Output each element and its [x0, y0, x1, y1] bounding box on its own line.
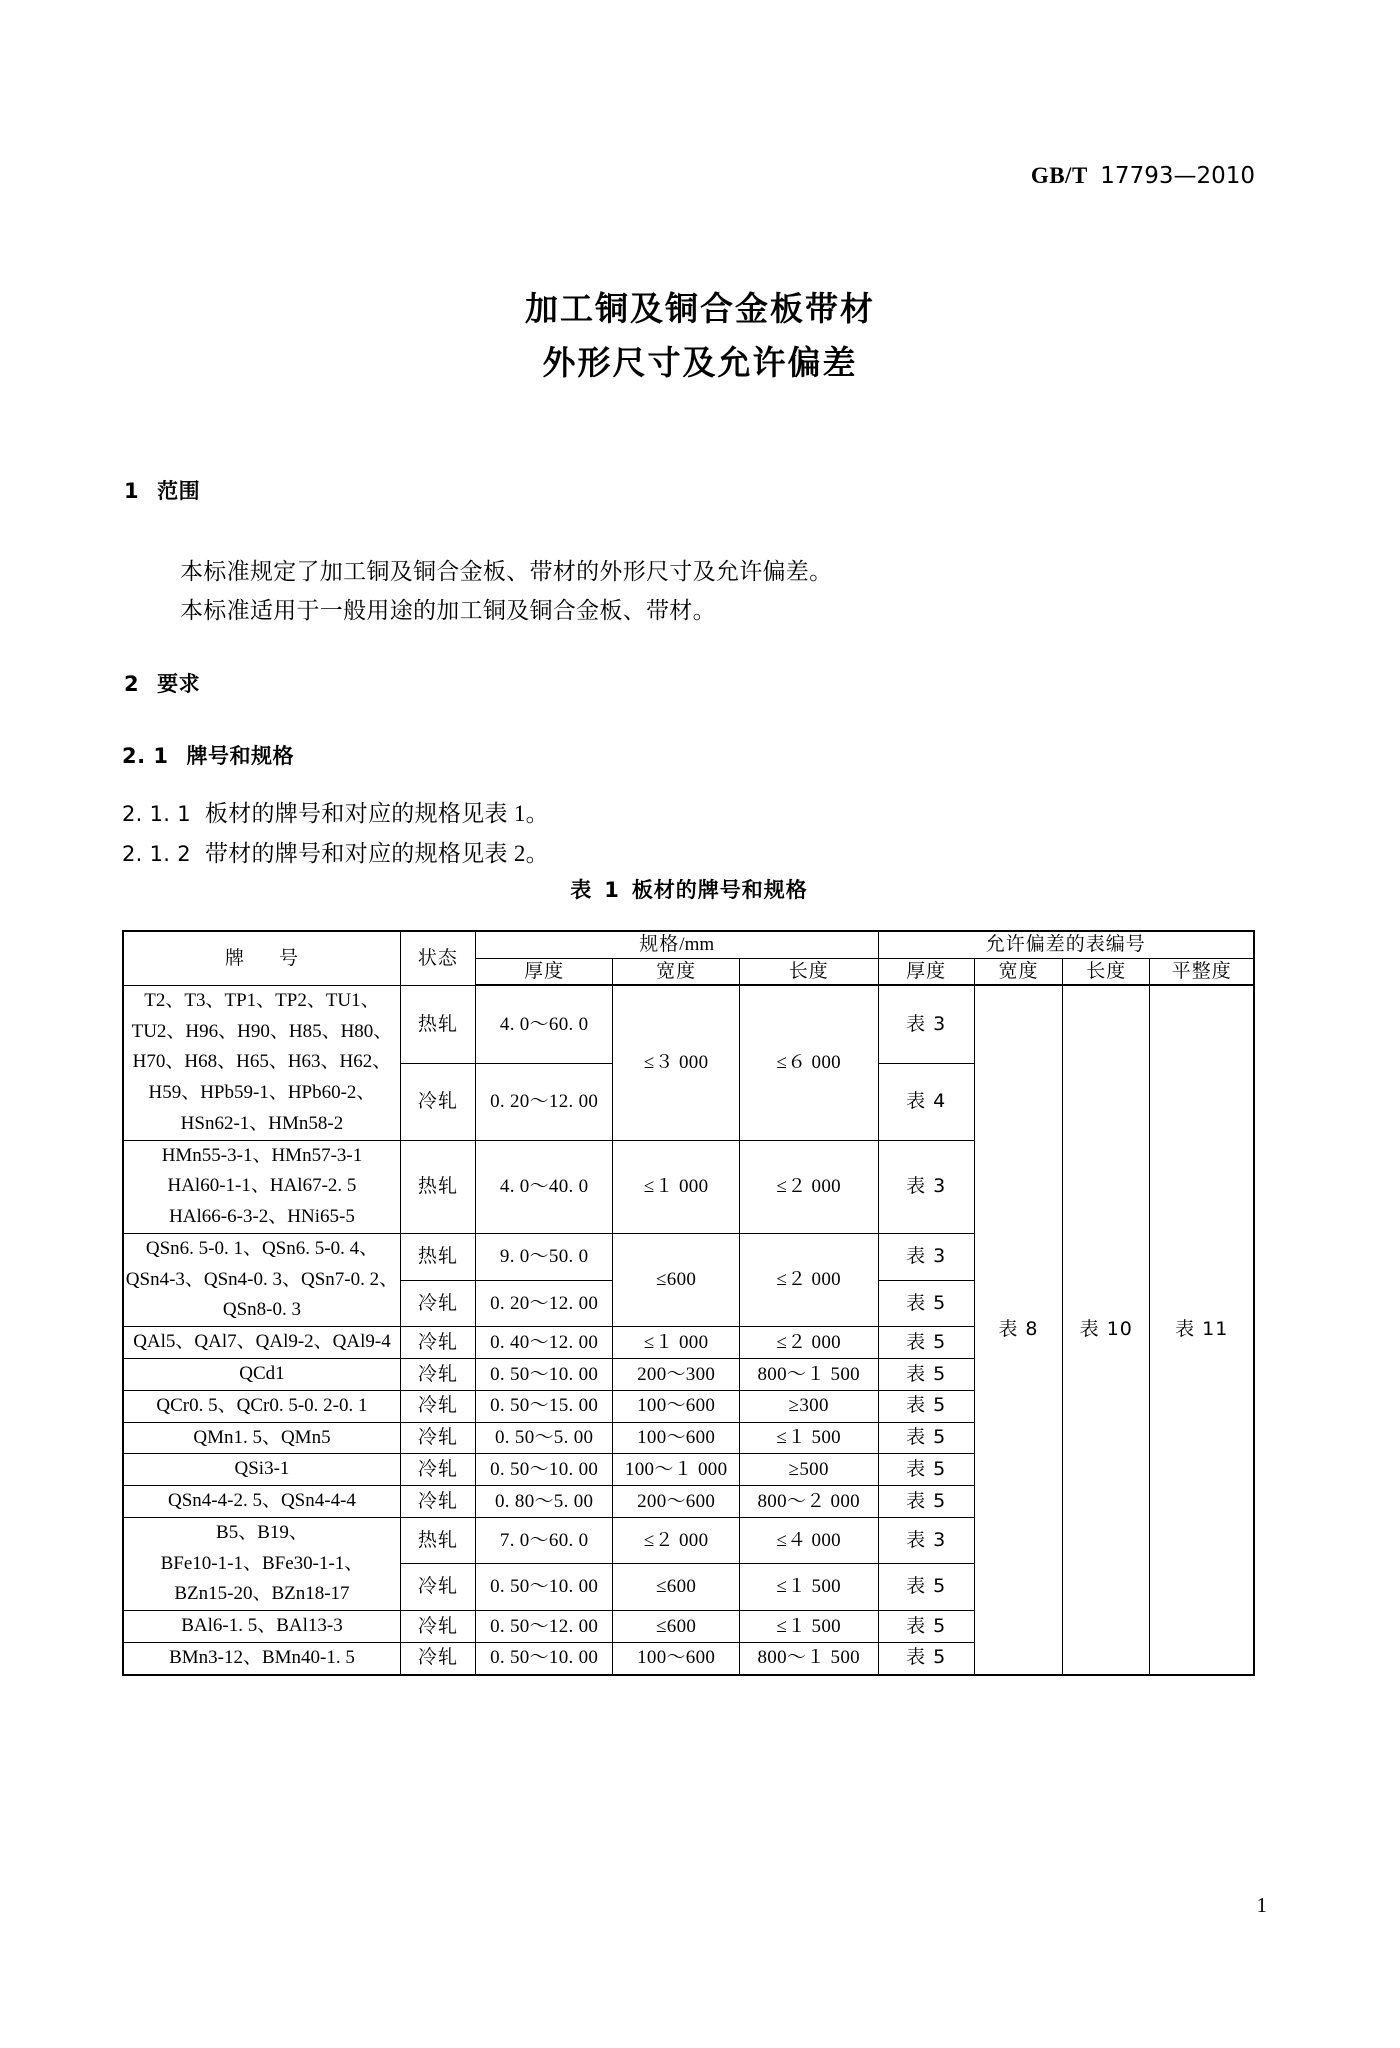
- cell-grade: [123, 1390, 400, 1422]
- th-length: 长度: [739, 958, 878, 985]
- grade-line: HMn55-3-1、HMn57-3-1: [161, 1144, 363, 1166]
- table1-caption-title: 板材的牌号和规格: [631, 878, 808, 902]
- cell-grade: [123, 1233, 400, 1326]
- table1-caption-label: 表: [570, 878, 593, 902]
- cell-tol-thickness: 表 3: [878, 1517, 974, 1564]
- cell-thickness: 0. 50～10. 00: [475, 1454, 613, 1486]
- cell-state: 冷轧: [400, 1390, 475, 1422]
- cell-width: 100～１ 000: [613, 1454, 739, 1486]
- cell-width: ≤600: [613, 1564, 739, 1611]
- table1-wrapper: [122, 930, 1255, 1676]
- grade-line: T2、T3、TP1、TP2、TU1、: [144, 989, 380, 1011]
- cell-length: ≤２ 000: [739, 1140, 878, 1233]
- cell-tol-thickness: 表 3: [878, 985, 974, 1063]
- th-brand-char2: 号: [278, 946, 299, 969]
- cell-length: 800～２ 000: [739, 1486, 878, 1518]
- cell-thickness: 0. 20～12. 00: [475, 1063, 613, 1140]
- th-spec-group-unit: /mm: [679, 934, 715, 955]
- table1-header-row-1: [123, 931, 1254, 958]
- cell-length: 800～１ 500: [739, 1358, 878, 1390]
- cell-length: ≤６ 000: [739, 985, 878, 1140]
- cell-width: ≤３ 000: [613, 985, 739, 1140]
- grade-line: QCr0. 5、QCr0. 5-0. 2-0. 1: [156, 1394, 368, 1416]
- cell-thickness: 7. 0～60. 0: [475, 1517, 613, 1564]
- grade-line: HSn62-1、HMn58-2: [180, 1112, 344, 1134]
- heading-requirements-text: 要求: [157, 672, 201, 696]
- cell-thickness: 0. 40～12. 00: [475, 1327, 613, 1359]
- cell-tol-width: 表 8: [974, 985, 1062, 1674]
- cell-width: 100～600: [613, 1422, 739, 1454]
- table-row: [123, 985, 1254, 1063]
- th-brand-char1: 牌: [224, 946, 245, 969]
- cell-state: 热轧: [400, 1517, 475, 1564]
- cell-length: ≤４ 000: [739, 1517, 878, 1564]
- heading-scope: [124, 475, 200, 505]
- cell-state: 冷轧: [400, 1486, 475, 1518]
- cell-tol-thickness: 表 5: [878, 1642, 974, 1674]
- grade-line: QMn1. 5、QMn5: [193, 1426, 331, 1448]
- cell-tol-thickness: 表 5: [878, 1454, 974, 1486]
- grade-line: B5、B19、: [216, 1521, 308, 1543]
- cell-grade: [123, 1327, 400, 1359]
- table1-caption-number: 1: [604, 878, 620, 902]
- cell-thickness: 0. 50～10. 00: [475, 1358, 613, 1390]
- grade-line: QSn4-4-2. 5、QSn4-4-4: [168, 1490, 356, 1512]
- cell-state: 冷轧: [400, 1358, 475, 1390]
- title-line-2: 外形尺寸及允许偏差: [542, 343, 858, 382]
- grade-line: H59、HPb59-1、HPb60-2、: [148, 1082, 376, 1104]
- title-line-1: 加工铜及铜合金板带材: [525, 289, 875, 328]
- grade-line: QCd1: [239, 1362, 285, 1384]
- cell-state: 热轧: [400, 985, 475, 1063]
- cell-length: ≤２ 000: [739, 1327, 878, 1359]
- cell-tol-thickness: 表 5: [878, 1422, 974, 1454]
- cell-grade: [123, 985, 400, 1140]
- cell-thickness: 0. 50～10. 00: [475, 1642, 613, 1674]
- heading-scope-number: 1: [124, 479, 140, 503]
- cell-grade: [123, 1517, 400, 1610]
- table1-body: [123, 931, 1254, 1675]
- th-thickness: 厚度: [475, 958, 613, 985]
- grade-line: BFe10-1-1、BFe30-1-1、: [160, 1552, 364, 1574]
- running-header: [0, 163, 1255, 189]
- cell-state: 冷轧: [400, 1422, 475, 1454]
- table1-caption: [0, 874, 1378, 904]
- th-spec-group: [475, 931, 878, 958]
- cell-length: ≥500: [739, 1454, 878, 1486]
- cell-grade: [123, 1642, 400, 1674]
- cell-tol-thickness: 表 3: [878, 1140, 974, 1233]
- paragraph-211: [122, 795, 549, 828]
- paragraph-scope-1: 本标准规定了加工铜及铜合金板、带材的外形尺寸及允许偏差。: [180, 559, 833, 584]
- cell-tol-thickness: 表 5: [878, 1358, 974, 1390]
- th-brand: [123, 931, 400, 985]
- cell-tol-thickness: 表 4: [878, 1063, 974, 1140]
- cell-tol-thickness: 表 5: [878, 1564, 974, 1611]
- cell-grade: [123, 1486, 400, 1518]
- cell-state: 冷轧: [400, 1327, 475, 1359]
- heading-grade-spec-number: 2. 1: [122, 744, 169, 768]
- cell-tol-thickness: 表 5: [878, 1611, 974, 1643]
- th-tol-thickness: 厚度: [878, 958, 974, 985]
- cell-state: 热轧: [400, 1140, 475, 1233]
- cell-length: ≤１ 500: [739, 1611, 878, 1643]
- cell-thickness: 0. 50～12. 00: [475, 1611, 613, 1643]
- cell-thickness: 0. 20～12. 00: [475, 1280, 613, 1327]
- grade-line: HAl66-6-3-2、HNi65-5: [169, 1206, 355, 1228]
- cell-thickness: 0. 50～5. 00: [475, 1422, 613, 1454]
- grade-line: QSn6. 5-0. 1、QSn6. 5-0. 4、: [145, 1237, 379, 1259]
- heading-requirements: [124, 668, 200, 698]
- cell-grade: [123, 1454, 400, 1486]
- cell-tol-thickness: 表 5: [878, 1280, 974, 1327]
- grade-line: QSn4-3、QSn4-0. 3、QSn7-0. 2、: [125, 1268, 399, 1290]
- cell-length: ≤１ 500: [739, 1422, 878, 1454]
- th-spec-group-label: 规格: [639, 933, 680, 955]
- cell-length: 800～１ 500: [739, 1642, 878, 1674]
- cell-thickness: 0. 50～15. 00: [475, 1390, 613, 1422]
- cell-tol-thickness: 表 5: [878, 1486, 974, 1518]
- standard-number: 17793—2010: [1100, 163, 1255, 189]
- heading-requirements-number: 2: [124, 672, 140, 696]
- th-tol-flatness: 平整度: [1150, 958, 1254, 985]
- cell-thickness: 9. 0～50. 0: [475, 1233, 613, 1280]
- cell-length: ≤２ 000: [739, 1233, 878, 1326]
- document-title: [0, 282, 1400, 390]
- grade-line: HAl60-1-1、HAl67-2. 5: [167, 1175, 357, 1197]
- cell-grade: [123, 1140, 400, 1233]
- cell-width: ≤600: [613, 1611, 739, 1643]
- cell-width: 200～600: [613, 1486, 739, 1518]
- cell-state: 冷轧: [400, 1454, 475, 1486]
- cell-tol-thickness: 表 5: [878, 1327, 974, 1359]
- th-tol-width: 宽度: [974, 958, 1062, 985]
- cell-thickness: 0. 80～5. 00: [475, 1486, 613, 1518]
- grade-line: BMn3-12、BMn40-1. 5: [169, 1646, 355, 1668]
- cell-thickness: 4. 0～60. 0: [475, 985, 613, 1063]
- cell-width: ≤600: [613, 1233, 739, 1326]
- paragraph-211-number: 2. 1. 1: [122, 802, 191, 826]
- grade-line: QAl5、QAl7、QAl9-2、QAl9-4: [133, 1331, 391, 1353]
- heading-grade-spec-text: 牌号和规格: [186, 744, 295, 768]
- th-tol-length: 长度: [1063, 958, 1150, 985]
- cell-grade: [123, 1611, 400, 1643]
- th-state: 状态: [400, 931, 475, 985]
- heading-grade-spec: [122, 740, 294, 770]
- page-number: 1: [1256, 1893, 1267, 1917]
- paragraph-212-text: 带材的牌号和对应的规格见表 2。: [204, 841, 549, 866]
- grade-line: BZn15-20、BZn18-17: [174, 1583, 350, 1605]
- cell-width: 100～600: [613, 1390, 739, 1422]
- cell-width: ≤１ 000: [613, 1327, 739, 1359]
- paragraph-scope-2: 本标准适用于一般用途的加工铜及铜合金板、带材。: [180, 598, 716, 623]
- standard-prefix: GB/T: [1030, 163, 1088, 188]
- th-tolerance-group: 允许偏差的表编号: [878, 931, 1254, 958]
- grade-line: H70、H68、H65、H63、H62、: [132, 1051, 392, 1073]
- cell-thickness: 4. 0～40. 0: [475, 1140, 613, 1233]
- grade-line: QSn8-0. 3: [222, 1299, 302, 1321]
- cell-width: 100～600: [613, 1642, 739, 1674]
- grade-line: TU2、H96、H90、H85、H80、: [131, 1020, 393, 1042]
- table1: [122, 930, 1255, 1676]
- cell-width: 200～300: [613, 1358, 739, 1390]
- cell-state: 冷轧: [400, 1063, 475, 1140]
- paragraph-211-text: 板材的牌号和对应的规格见表 1。: [204, 801, 549, 826]
- heading-scope-text: 范围: [157, 479, 201, 503]
- cell-state: 冷轧: [400, 1642, 475, 1674]
- cell-tol-thickness: 表 3: [878, 1233, 974, 1280]
- cell-tol-length: 表 10: [1063, 985, 1150, 1674]
- paragraph-212-number: 2. 1. 2: [122, 842, 191, 866]
- cell-length: ≥300: [739, 1390, 878, 1422]
- th-width: 宽度: [613, 958, 739, 985]
- cell-state: 冷轧: [400, 1564, 475, 1611]
- cell-width: ≤１ 000: [613, 1140, 739, 1233]
- grade-line: BAl6-1. 5、BAl13-3: [181, 1615, 343, 1637]
- cell-thickness: 0. 50～10. 00: [475, 1564, 613, 1611]
- cell-length: ≤１ 500: [739, 1564, 878, 1611]
- cell-grade: [123, 1422, 400, 1454]
- cell-state: 冷轧: [400, 1280, 475, 1327]
- paragraph-212: [122, 835, 549, 868]
- cell-state: 冷轧: [400, 1611, 475, 1643]
- cell-tol-flatness: 表 11: [1150, 985, 1254, 1674]
- cell-tol-thickness: 表 5: [878, 1390, 974, 1422]
- cell-width: ≤２ 000: [613, 1517, 739, 1564]
- cell-grade: [123, 1358, 400, 1390]
- cell-state: 热轧: [400, 1233, 475, 1280]
- grade-line: QSi3-1: [234, 1458, 290, 1480]
